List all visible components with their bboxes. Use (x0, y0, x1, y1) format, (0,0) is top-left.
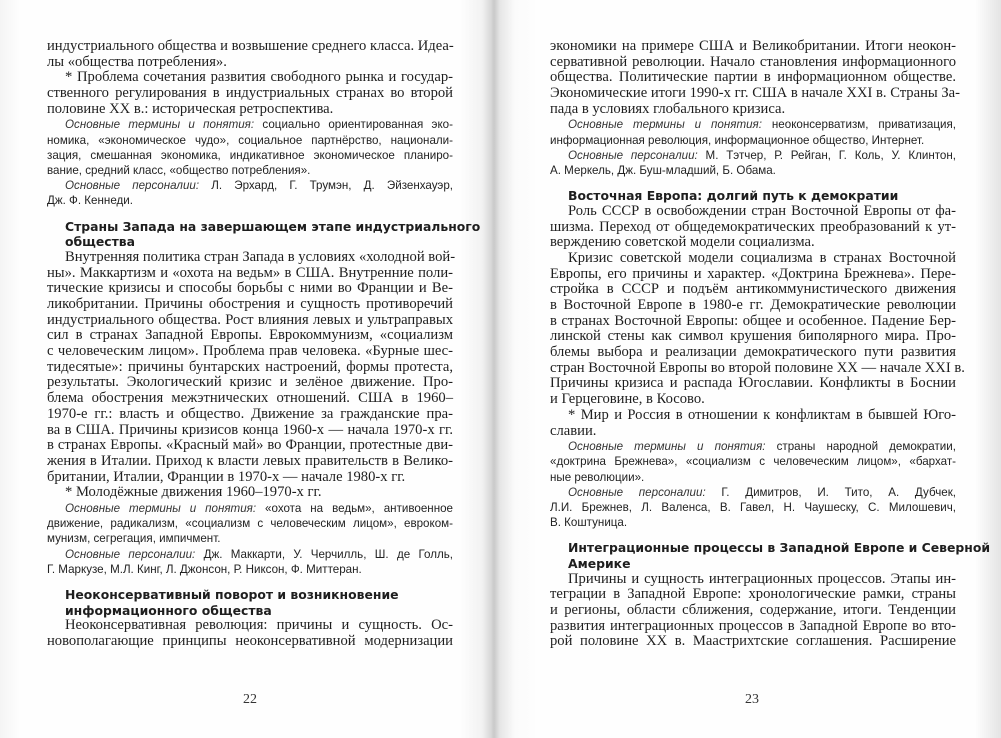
line-text: сил в странах Западной Европы. Еврокоммунизм, «социализм (47, 327, 453, 344)
line-text: стран Восточной Европы во второй половине XX — начале XXI в. (550, 359, 965, 376)
line-text: индустриального общества и возвышение среднего класса. Идеа- (47, 38, 454, 54)
line-text: с человеческим лицом». Проблема прав человека. «Бурные шес- (47, 343, 453, 360)
line-text: сервативной революции. Начало становления информационного (550, 53, 956, 70)
paragraph (550, 249, 965, 408)
text-line (550, 188, 956, 204)
line-text: страны народной демократии, (765, 440, 956, 454)
text-line (550, 70, 956, 86)
label: Основные персоналии: (568, 485, 706, 499)
paragraph (47, 618, 453, 649)
text-line (47, 102, 453, 118)
text-line (47, 470, 453, 486)
text-line (47, 360, 453, 376)
line-text: движение, радикализм, «социализм с человеческим лицом», еврoком- (47, 517, 453, 531)
text-line (550, 163, 956, 178)
text-line (47, 133, 453, 148)
line-text: жения в Италии. Приход к власти левых правительств в Велико- (47, 452, 453, 469)
line-text: ны». Маккартизм и «охота на ведьм» в США. Внутренние поли- (47, 264, 453, 281)
text-line (550, 102, 956, 118)
line-text: Причины кризиса и распада Югославии. Конфликты в Боснии (550, 375, 956, 392)
text-line (550, 117, 956, 132)
text-line (47, 501, 453, 516)
text-line (550, 55, 956, 71)
text-line (550, 345, 956, 361)
line-text: Л. Эрхард, Г. Трумэн, Д. Эйзенхауэр, (199, 179, 453, 193)
line-text: ственного регулирования в индустриальных странах во второй (47, 85, 453, 102)
label: Основные термины и понятия: (65, 501, 257, 515)
text-line (550, 314, 956, 330)
line-text: пада в условиях глобального кризиса. (550, 100, 786, 117)
line-text: ные революции». (550, 470, 645, 484)
label: Основные термины и понятия: (65, 118, 255, 132)
label: Основные персоналии: (65, 547, 196, 561)
text-line (47, 634, 453, 650)
text-line (550, 204, 956, 220)
right-page (550, 38, 991, 650)
line-text: Г. Димитров, И. Тито, А. Дубчек, (705, 485, 956, 499)
line-text: Неоконсервативная революция: причины и сущность. Ос- (65, 617, 453, 634)
section-heading (550, 188, 956, 204)
line-text: информационная революция, информационное общество, Интернет. (550, 133, 925, 147)
text-line (47, 423, 453, 439)
paragraph (550, 204, 956, 251)
key-persons (550, 485, 956, 531)
line-text: Внутренняя политика стран Запада в условиях «холодной вой- (65, 248, 456, 265)
text-line (47, 39, 453, 55)
text-line (550, 634, 956, 650)
text-line (47, 86, 453, 102)
section-heading (47, 587, 453, 618)
text-line (47, 562, 453, 577)
line-text: «охота на ведьм», антивоенное (256, 501, 453, 515)
line-text: славии. (550, 422, 597, 439)
text-line (47, 328, 453, 344)
line-text: Неоконсервативный поворот и возникновение (65, 586, 399, 602)
page-number-right: 23 (745, 692, 759, 707)
line-text: неоконсерватизм, приватизация, (761, 118, 956, 132)
paragraph (47, 39, 453, 70)
text-line (47, 281, 453, 297)
key-terms (550, 117, 956, 147)
line-text: вание, средний класс, «общество потребления». (47, 164, 311, 177)
line-text: Дж. Маккарти, У. Черчилль, Ш. де Голль, (195, 547, 453, 561)
section-heading (550, 540, 991, 571)
text-line (550, 251, 956, 267)
key-terms (47, 501, 453, 547)
text-line (550, 267, 956, 283)
line-text: тические кризисы и способы борьбы с ними во Франции и Ве- (47, 280, 453, 297)
line-text: Америке (568, 556, 631, 571)
paragraph (550, 38, 960, 117)
text-line (550, 439, 956, 454)
line-text: блема обострения межэтнических отношений. США в 1960– (47, 390, 453, 407)
page-number-left: 22 (243, 692, 257, 707)
text-line (550, 572, 956, 588)
line-text: результаты. Экологический кризис и зелёное движение. Про- (47, 374, 453, 391)
text-line (47, 603, 453, 619)
paragraph (550, 572, 956, 650)
text-line (47, 218, 481, 235)
label: Основные персоналии: (568, 148, 698, 162)
text-line (550, 540, 991, 556)
line-text: индустриального общества. Рост влияния левых и ультраправых (47, 311, 453, 328)
text-line (550, 235, 956, 251)
text-line (47, 375, 453, 391)
text-line (550, 39, 956, 55)
key-persons (47, 547, 453, 577)
key-persons (47, 178, 453, 208)
line-text: шизма. Переход от общедемократических преобразований к ут- (550, 218, 956, 235)
text-line (550, 603, 956, 619)
key-terms (550, 439, 956, 485)
line-text: верждению советской модели социализма. (550, 234, 815, 251)
text-line (47, 407, 453, 423)
line-text: Г. Маркузе, М.Л. Кинг, Л. Джонсон, Р. Никсон, Ф. Миттеран. (47, 562, 362, 576)
text-line (550, 500, 956, 515)
label: Основные термины и понятия: (568, 440, 766, 454)
line-text: теграции в Западной Европе: хронологические рамки, страны (550, 586, 956, 603)
line-text: 1970-е гг.: власть и общество. Движение за гражданские пра- (47, 405, 453, 422)
text-line (47, 297, 453, 313)
text-line (47, 248, 456, 266)
text-line (550, 148, 956, 163)
text-line (550, 298, 956, 314)
text-line (550, 329, 956, 345)
line-text: в странах Европы. «Красный май» во Франции, протестные дви- (47, 437, 453, 454)
text-line (550, 619, 956, 635)
text-line (47, 178, 453, 193)
text-line (47, 618, 453, 634)
line-text: зация, смешанная экономика, индикативное экономическое планиро- (47, 148, 453, 162)
line-text: информационного общества (65, 602, 272, 618)
line-text: * Молодёжные движения 1960–1970-х гг. (65, 484, 322, 501)
text-line (550, 408, 956, 424)
text-line (47, 148, 453, 163)
line-text: Роль СССР в освобождении стран Восточной Европы от фа- (568, 202, 956, 219)
line-text: социально ориентированная эко- (254, 118, 453, 132)
line-text: Л.И. Брежнев, Л. Валенса, В. Гавел, Н. Чаушеску, С. Милошевич, (550, 500, 956, 514)
text-line (47, 234, 453, 250)
text-line (47, 438, 453, 454)
line-text: лы «общества потребления». (47, 53, 227, 70)
label: Основные термины и понятия: (568, 118, 762, 132)
line-text: стройка в СССР и подъём антикоммунистического движения (550, 281, 956, 298)
line-text: общества (65, 234, 135, 250)
text-line (47, 547, 453, 562)
text-line (47, 163, 453, 178)
text-line (550, 392, 956, 408)
text-line (47, 266, 453, 282)
line-text: и Герцеговине, в Косово. (550, 391, 705, 408)
text-line (47, 587, 453, 603)
line-text: рой половине XX в. Маастрихтские соглашения. Расширение (550, 633, 956, 650)
paragraph (47, 70, 453, 117)
line-text: развития интеграционных процессов в Западной Европе во вто- (550, 617, 956, 634)
text-line (47, 313, 453, 329)
line-text: М. Тэтчер, Р. Рейган, Г. Коль, У. Клинтон, (697, 148, 956, 162)
text-line (550, 133, 956, 148)
text-line (47, 516, 453, 531)
line-text: экономики на примере США и Великобритании. Итоги неокон- (550, 38, 956, 54)
line-text: Экономические итоги 1990-х гг. США в начале XXI в. Страны За- (550, 85, 960, 102)
key-persons (550, 148, 956, 178)
paragraph (47, 248, 456, 485)
line-text: общества. Политические партии в информационном обществе. (550, 69, 956, 86)
line-text: половине XX в.: историческая ретроспектива. (47, 100, 334, 117)
line-text: Кризис советской модели социализма в странах Восточной (568, 249, 956, 266)
left-page (47, 38, 481, 650)
key-terms (47, 117, 453, 178)
text-line (550, 424, 956, 440)
text-line (550, 485, 956, 500)
line-text: в Восточной Европе в 1980-е гг. Демократические революции (550, 297, 956, 313)
label: Основные персоналии: (65, 179, 200, 193)
line-text: Причины и сущность интеграционных процессов. Этапы ин- (568, 570, 956, 587)
text-line (47, 70, 453, 86)
section-heading (47, 218, 481, 250)
text-line (47, 193, 453, 208)
line-text: и регионы, области сближения, содержание, итоги. Тенденции (550, 602, 956, 619)
text-line (550, 556, 956, 572)
line-text: линской стены как символ крушения биполярного мира. Про- (550, 328, 956, 345)
line-text: в странах Восточной Европы: общее и особенное. Падение Бер- (550, 312, 956, 329)
line-text: Страны Запада на завершающем этапе индустриального (65, 218, 481, 234)
paragraph (550, 408, 956, 439)
text-line (47, 344, 453, 360)
text-line (47, 391, 453, 407)
text-line (47, 485, 453, 501)
line-text: номика, «экономическое чудо», социальное партнёрство, национали- (47, 133, 453, 147)
text-line (550, 282, 956, 298)
line-text: * Проблема сочетания развития свободного рынка и государ- (65, 69, 453, 86)
text-line (550, 587, 956, 603)
text-line (47, 454, 453, 470)
line-text: блемы выбора и реализации демократического пути развития (550, 344, 956, 361)
line-text: тидесятые»: причины бунтарских настроений, формы протеста, (47, 358, 453, 375)
line-text: ва в США. Причины кризисов конца 1960-х — начала 1970-х гг. (47, 421, 453, 438)
line-text: ликобритании. Причины обострения и сущность противоречий (47, 296, 453, 312)
text-line (550, 454, 956, 469)
line-text: мунизм, сегрегация, импичмент. (47, 532, 221, 546)
line-text: британии, Италии, Франции в 1970-х — начале 1980-х гг. (47, 468, 406, 485)
line-text: Европы, его причины и характер. «Доктрина Брежнева». Пере- (550, 265, 956, 282)
text-line (550, 220, 956, 236)
text-line (47, 55, 453, 71)
line-text: Восточная Европа: долгий путь к демократии (568, 188, 899, 204)
line-text: Интеграционные процессы в Западной Европе и Северной (568, 540, 991, 556)
text-line (550, 359, 965, 377)
text-line (47, 117, 453, 132)
line-text: А. Меркель, Дж. Буш-младший, Б. Обама. (550, 164, 776, 177)
text-line (47, 531, 453, 546)
line-text: новополагающие принципы неоконсервативной модернизации (47, 632, 453, 649)
line-text: В. Коштуница. (550, 516, 628, 530)
text-line (550, 515, 956, 530)
text-line (550, 376, 956, 392)
text-line (550, 470, 956, 485)
line-text: «доктрина Брежнева», «социализм с человеческим лицом», «бархат- (550, 455, 956, 469)
line-text: * Мир и Россия в отношении к конфликтам в бывшей Юго- (568, 406, 956, 423)
text-line (550, 85, 960, 102)
paragraph (47, 485, 453, 501)
line-text: Дж. Ф. Кеннеди. (47, 194, 133, 208)
